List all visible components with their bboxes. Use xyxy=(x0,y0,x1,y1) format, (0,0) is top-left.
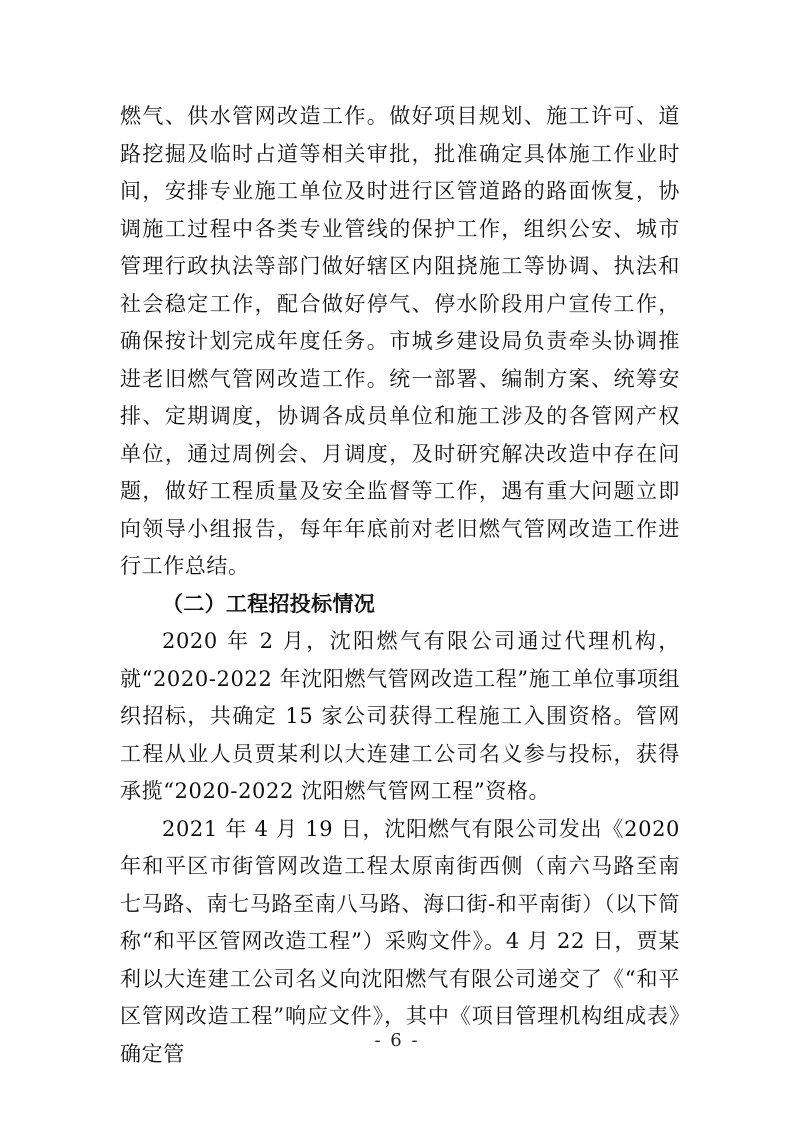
paragraph-bidding-2020: 2020 年 2 月，沈阳燃气有限公司通过代理机构，就“2020-2022 年沈阳燃气管网改造工程”施工单位事项组织招标，共确定 15 家公司获得工程施工入围资格。管网工程从业人员贾某利以大连建工公司名义参与投标，获得承揽“2020-2022 沈阳燃气管网工程”资格。 xyxy=(120,629,680,803)
section-heading: （二）工程招投标情况 xyxy=(162,591,375,616)
paragraph-continuation: 燃气、供水管网改造工作。做好项目规划、施工许可、道路挖掘及临时占道等相关审批，批准确定具体施工作业时间，安排专业施工单位及时进行区管道路的路面恢复，协调施工过程中各类专业管线的保护工作，组织公安、城市管理行政执法等部门做好辖区内阻挠施工等协调、执法和社会稳定工作，配合做好停气、停水阶段用户宣传工作，确保按计划完成年度任务。市城乡建设局负责牵头协调推进老旧燃气管网改造工作。统一部署、编制方案、统筹安排、定期调度，协调各成员单位和施工涉及的各管网产权单位，通过周例会、月调度，及时研究解决改造中存在问题，做好工程质量及安全监督等工作，遇有重大问题立即向领导小组报告，每年年底前对老旧燃气管网改造工作进行工作总结。 xyxy=(120,104,680,578)
document-body xyxy=(120,98,680,1073)
page-number: - 6 - xyxy=(374,1030,420,1051)
paragraph-procurement-2021: 2021 年 4 月 19 日，沈阳燃气有限公司发出《2020 年和平区市街管网改造工程太原南街西侧（南六马路至南七马路、南七马路至南八马路、海口街-和平南街）（以下简称“和平区管网改造工程”）采购文件》。4 月 22 日，贾某利以大连建工公司名义向沈阳燃气有限公司递交了《“和平区管网改造工程”响应文件》，其中《项目管理机构组成表》确定管 xyxy=(120,816,680,1066)
